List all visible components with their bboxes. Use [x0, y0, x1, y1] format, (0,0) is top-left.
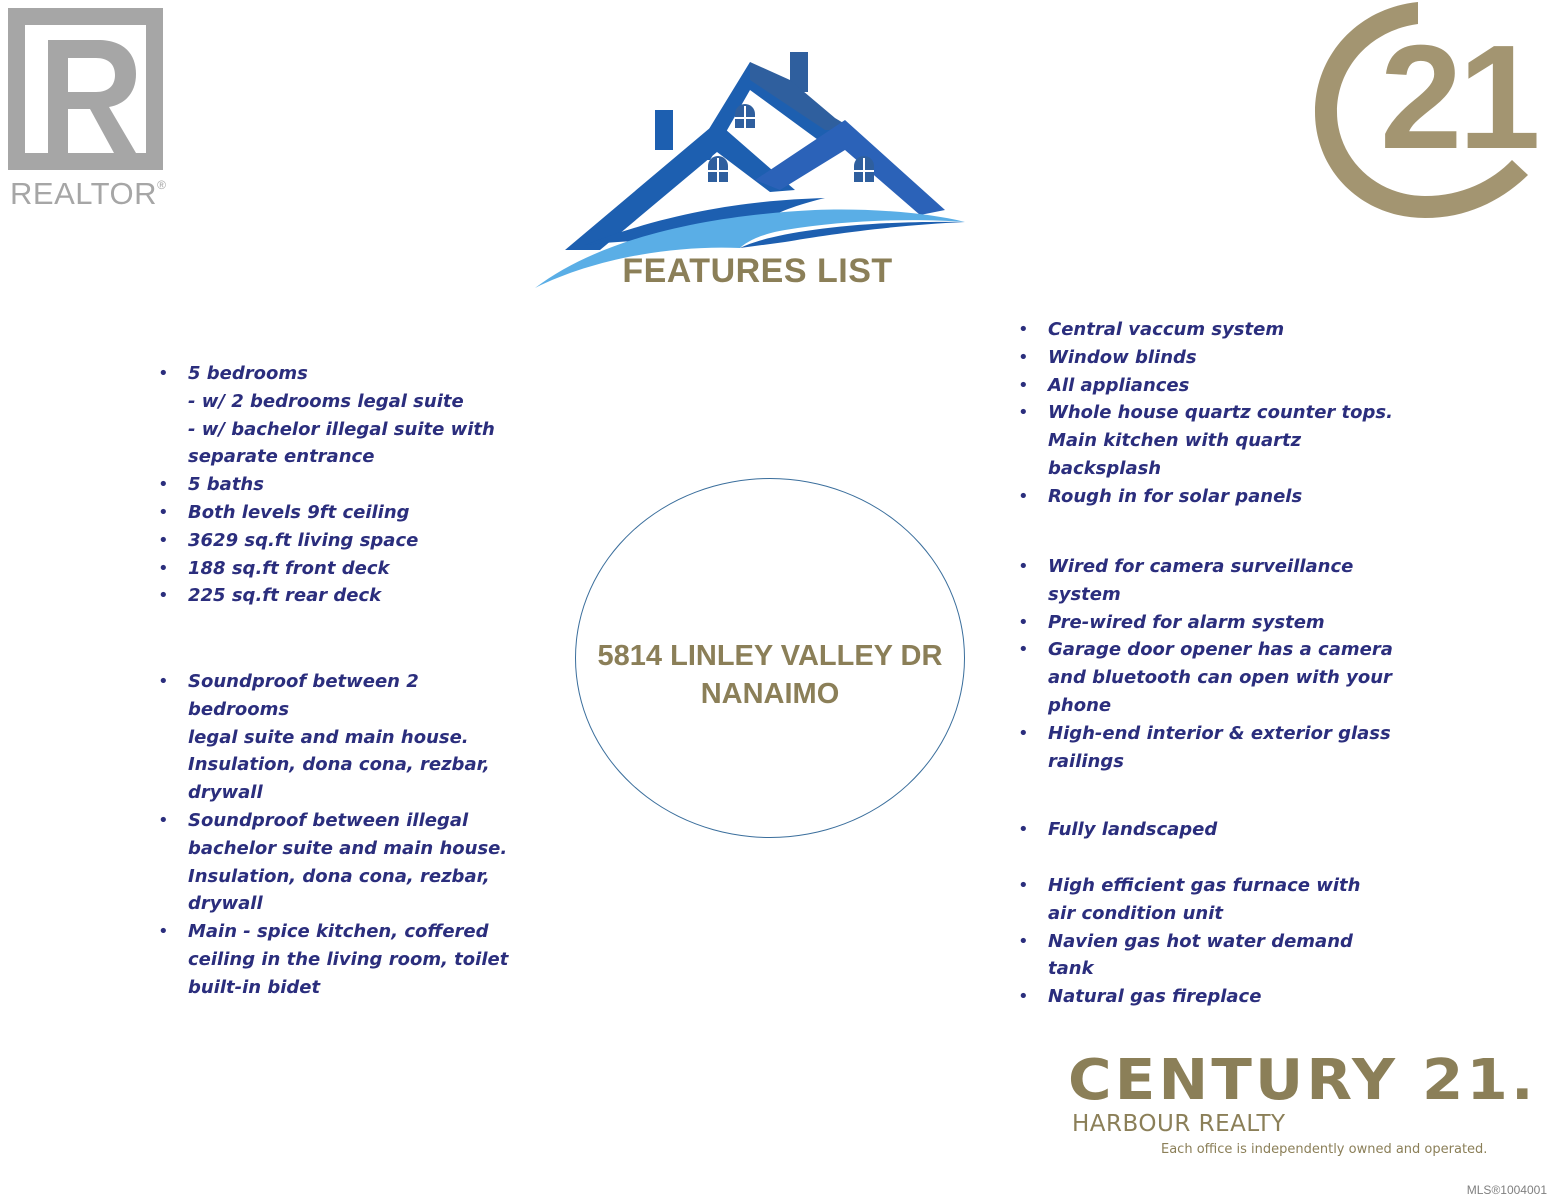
feature-text: - w/ bachelor illegal suite with — [188, 418, 495, 440]
features-list-title: FEATURES LIST — [622, 252, 893, 290]
right-feature-list-d — [1018, 872, 1398, 1011]
feature-item — [158, 668, 518, 807]
feature-item — [1018, 372, 1398, 400]
mls-number: MLS®1004001 — [1466, 1183, 1547, 1197]
feature-item — [1018, 609, 1398, 637]
feature-item — [158, 555, 518, 583]
feature-text: • 5 baths — [188, 474, 264, 496]
feature-item — [1018, 928, 1398, 984]
feature-item — [1018, 344, 1398, 372]
brand-disclaimer: Each office is independently owned and operated. — [1161, 1142, 1488, 1157]
feature-text: • Navien gas hot water demand — [1048, 930, 1353, 952]
feature-text: • Main - spice kitchen, coffered — [188, 921, 489, 943]
feature-text: • All appliances — [1048, 374, 1190, 396]
feature-text: railings — [1048, 750, 1124, 772]
feature-text: • High-end interior & exterior glass — [1048, 722, 1391, 744]
realtor-r-mark-icon — [8, 8, 163, 170]
feature-text: • Natural gas fireplace — [1048, 986, 1262, 1008]
feature-text: legal suite and main house. — [188, 726, 469, 748]
emblem-number: 21 — [1380, 15, 1537, 180]
realtor-logo — [8, 8, 183, 211]
feature-item — [158, 582, 518, 610]
feature-text: • High efficient gas furnace with — [1048, 875, 1361, 896]
feature-text: • 188 sq.ft front deck — [188, 557, 390, 579]
feature-item — [158, 360, 518, 471]
feature-text: • Window blinds — [1048, 346, 1197, 368]
right-feature-list-a — [1018, 316, 1398, 511]
left-feature-list-a — [158, 360, 518, 610]
feature-text: bachelor suite and main house. — [188, 837, 508, 859]
feature-item — [1018, 983, 1398, 1011]
feature-item — [158, 527, 518, 555]
feature-text: • Rough in for solar panels — [1048, 485, 1303, 507]
feature-item — [1018, 316, 1398, 344]
feature-item — [158, 807, 518, 918]
feature-text: Insulation, dona cona, rezbar, — [188, 865, 490, 887]
feature-text: • Whole house quartz counter tops. — [1048, 402, 1393, 424]
feature-text: drywall — [188, 782, 263, 804]
feature-text: • Pre-wired for alarm system — [1048, 611, 1325, 633]
c21-emblem-icon — [1300, 0, 1553, 230]
feature-text: drywall — [188, 893, 263, 915]
feature-text: phone — [1048, 694, 1112, 716]
feature-text: system — [1048, 583, 1121, 605]
feature-text: backsplash — [1048, 457, 1162, 479]
feature-text: • 225 sq.ft rear deck — [188, 585, 382, 607]
feature-item — [158, 499, 518, 527]
registered-mark: ® — [157, 178, 167, 192]
feature-item — [1018, 636, 1398, 719]
feature-text: • Soundproof between illegal — [188, 809, 469, 831]
feature-text: • 5 bedrooms — [188, 363, 308, 384]
feature-text: built-in bidet — [188, 976, 321, 998]
address-street: 5814 LINLEY VALLEY DR — [597, 640, 943, 672]
right-feature-list-c — [1018, 816, 1398, 844]
feature-text: • Fully landscaped — [1048, 819, 1218, 840]
feature-text: • 3629 sq.ft living space — [188, 529, 419, 551]
right-feature-list-b — [1018, 553, 1398, 775]
feature-text: Insulation, dona cona, rezbar, — [188, 754, 490, 776]
realtor-wordmark: REALTOR — [10, 176, 158, 211]
feature-text: • Both levels 9ft ceiling — [188, 501, 410, 523]
address-city: NANAIMO — [700, 678, 840, 710]
feature-text: and bluetooth can open with your — [1048, 667, 1392, 689]
feature-text: air condition unit — [1048, 902, 1223, 924]
feature-item — [1018, 816, 1398, 844]
feature-item — [158, 918, 518, 1001]
feature-text: Main kitchen with quartz — [1048, 430, 1302, 452]
feature-item — [158, 471, 518, 499]
feature-text: • Central vaccum system — [1048, 319, 1285, 340]
feature-text: • Wired for camera surveillance — [1048, 556, 1354, 577]
feature-text: • Soundproof between 2 bedrooms — [188, 671, 419, 720]
feature-item — [1018, 483, 1398, 511]
feature-item — [1018, 720, 1398, 776]
feature-item — [1018, 872, 1398, 928]
feature-text: separate entrance — [188, 446, 375, 468]
century21-brand — [1068, 1048, 1538, 1163]
left-feature-list-b — [158, 668, 518, 1002]
feature-item — [1018, 553, 1398, 609]
feature-text: ceiling in the living room, toilet — [188, 948, 509, 970]
feature-text: - w/ 2 bedrooms legal suite — [188, 390, 464, 412]
feature-text: • Garage door opener has a camera — [1048, 639, 1393, 661]
feature-text: tank — [1048, 958, 1094, 980]
feature-item — [1018, 399, 1398, 482]
brand-name: CENTURY 21. — [1068, 1048, 1537, 1113]
brand-office: HARBOUR REALTY — [1072, 1111, 1286, 1137]
